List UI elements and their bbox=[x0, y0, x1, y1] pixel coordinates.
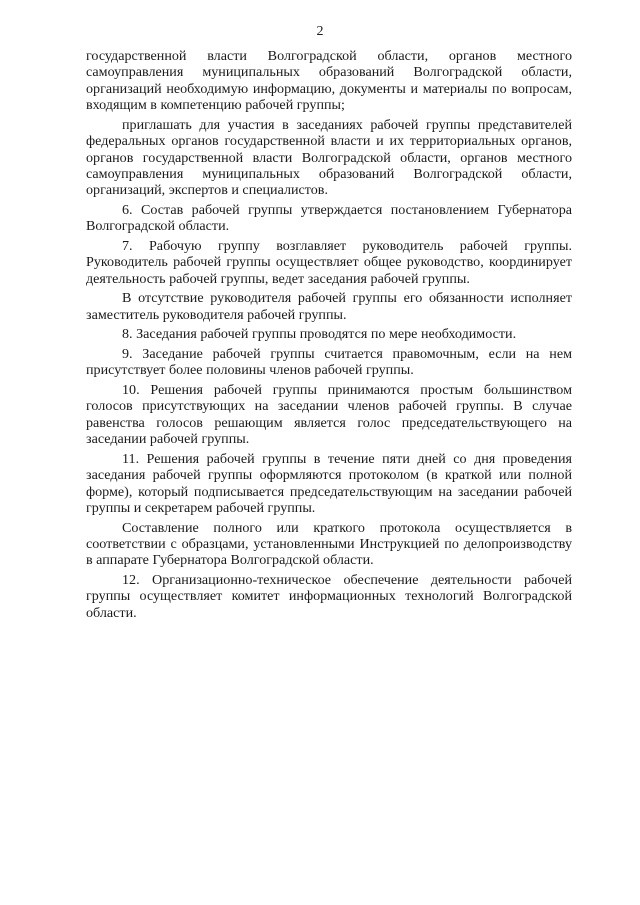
paragraph-deputy: В отсутствие руководителя рабочей группы его обязанности исполняет заместитель руководителя рабочей группы. bbox=[86, 290, 572, 323]
paragraph-item-10: 10. Решения рабочей группы принимаются простым большинством голосов присутствующих на заседании членов рабочей группы. В случае равенства голосов решающим является голос председательствующего на заседании рабочей группы. bbox=[86, 382, 572, 448]
document-body bbox=[86, 48, 572, 621]
paragraph-item-9: 9. Заседание рабочей группы считается правомочным, если на нем присутствует более половины членов рабочей группы. bbox=[86, 346, 572, 379]
paragraph-item-11: 11. Решения рабочей группы в течение пяти дней со дня проведения заседания рабочей группы оформляются протоколом (в краткой или полной форме), который подписывается председательствующим на заседании рабочей группы и секретарем рабочей группы. bbox=[86, 450, 572, 517]
paragraph-item-7: 7. Рабочую группу возглавляет руководитель рабочей группы. Руководитель рабочей группы осуществляет общее руководство, координирует деятельность рабочей группы, ведет заседания рабочей группы. bbox=[86, 238, 572, 287]
paragraph-item-12: 12. Организационно-техническое обеспечение деятельности рабочей группы осуществляет комитет информационных технологий Волгоградской области. bbox=[86, 572, 572, 621]
paragraph-invite-participants: приглашать для участия в заседаниях рабочей группы представителей федеральных органов государственной власти и их территориальных органов, органов государственной власти Волгоградской области, органов местного самоуправления муниципальных образований Волгоградской области, организаций, экспертов и специалистов. bbox=[86, 116, 572, 199]
paragraph-protocol: Составление полного или краткого протокола осуществляется в соответствии с образцами, установленными Инструкцией по делопроизводству в аппарате Губернатора Волгоградской области. bbox=[86, 519, 572, 569]
paragraph-item-8: 8. Заседания рабочей группы проводятся по мере необходимости. bbox=[122, 326, 517, 343]
paragraph-item-6: 6. Состав рабочей группы утверждается постановлением Губернатора Волгоградской области. bbox=[86, 202, 572, 235]
page-number: 2 bbox=[316, 24, 324, 39]
paragraph-continuation: государственной власти Волгоградской области, органов местного самоуправления муниципальных образований Волгоградской области, организаций необходимую информацию, документы и материалы по вопросам, входящим в компетенцию рабочей группы; bbox=[86, 48, 572, 114]
